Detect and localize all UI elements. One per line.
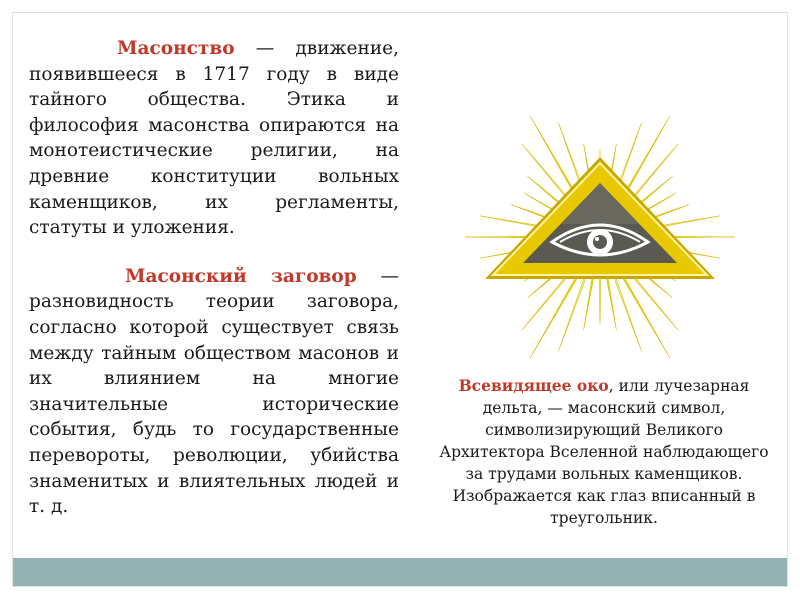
triangle [485, 157, 715, 279]
caption-text: , или лучезарная дельта, — масонский символ, символизирующий Великого Архитектора Вселенной наблюдающего за трудами вольных каменщиков. Изображается как глаз вписанный в треугольник. [439, 377, 769, 527]
paragraph-freemasonry-text: — движение, появившееся в 1717 году в виде тайного общества. Этика и философия масонства опираются на монотеистические религии, на древние конституции вольных каменщиков, их регламенты, статуты и уложения. [29, 38, 399, 239]
paragraph-freemasonry [29, 36, 399, 241]
term-all-seeing-eye: Всевидящее око [458, 376, 609, 395]
term-freemasonry: Масонство [117, 38, 235, 59]
term-conspiracy: Масонский заговор [125, 265, 357, 287]
slide [12, 12, 788, 587]
main-text [29, 36, 399, 520]
all-seeing-eye-icon [465, 97, 735, 387]
paragraph-conspiracy [29, 264, 399, 520]
paragraph-conspiracy-text: — разновидность теории заговора, согласно которой существует связь между тайным обществом масонов и их влиянием на многие значительные исторические события, будь то государственные перевороты, революции, убийства знаменитых и влиятельных людей и т. д. [29, 265, 399, 518]
symbol-caption [439, 375, 769, 529]
bottom-bar [13, 558, 787, 586]
